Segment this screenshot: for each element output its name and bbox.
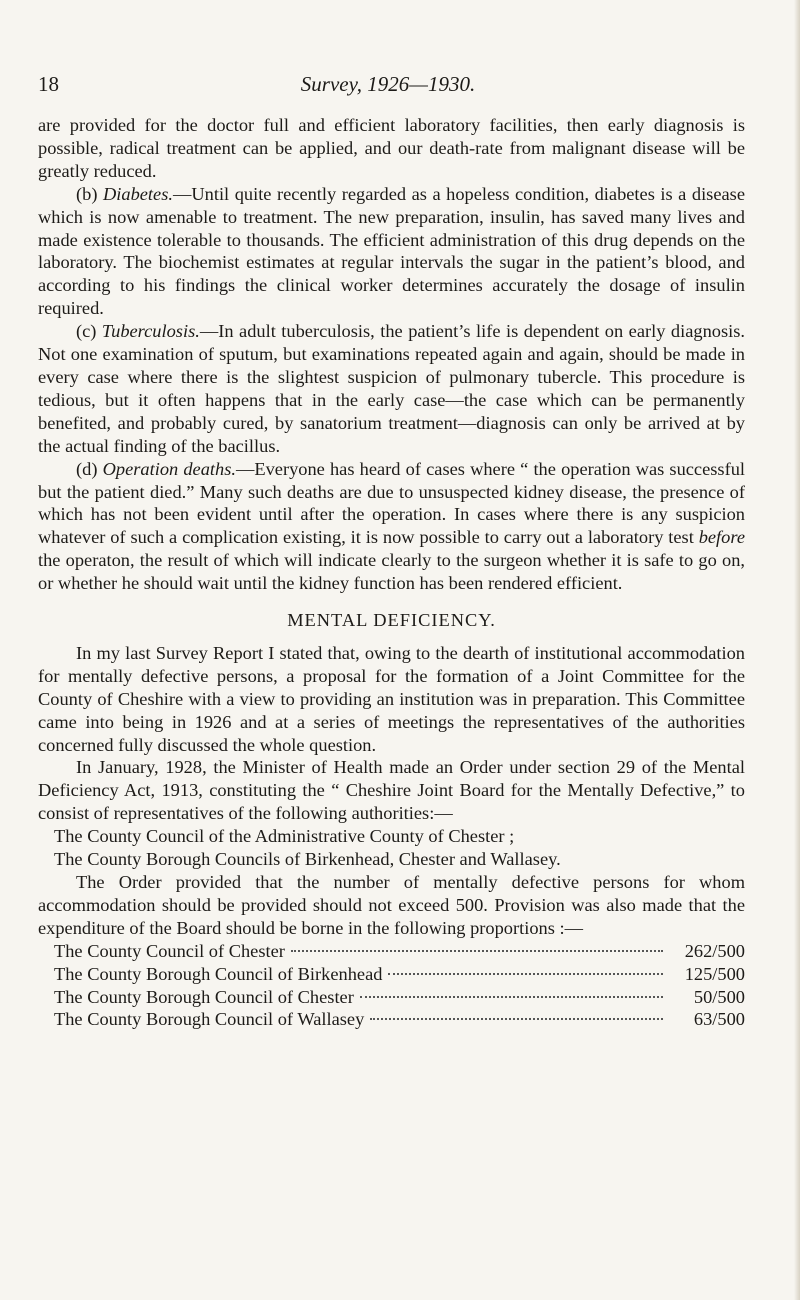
list-item: The County Council of the Administrative County of Chester ; xyxy=(54,826,515,847)
page-body xyxy=(38,114,745,1031)
page-edge-shadow xyxy=(794,0,800,1300)
emphasis-before: before xyxy=(698,527,745,548)
dot-leader xyxy=(388,973,663,975)
page-number: 18 xyxy=(38,72,59,96)
proportion-authority: The County Borough Council of Birkenhead xyxy=(54,963,383,984)
paragraph-diabetes xyxy=(38,183,745,320)
paragraph-mental-3: The Order provided that the number of mentally defective persons for whom accommodation should be provided should not exceed 500. Provision was also made that the expenditure of the Board should be borne in the following proportions :— xyxy=(38,872,745,938)
paragraph-mental-2: In January, 1928, the Minister of Health made an Order under section 29 of the Mental Deficiency Act, 1913, constituting the “ Cheshire Joint Board for the Mentally Defective,” to consist of representatives of the following authorities:— xyxy=(38,757,745,824)
proportion-share: 50/500 xyxy=(693,986,745,1007)
item-label: (d) xyxy=(76,458,98,479)
item-title: Diabetes. xyxy=(102,183,173,204)
proportion-share: 262/500 xyxy=(684,940,745,961)
proportions-table xyxy=(38,940,745,1032)
section-heading: MENTAL DEFICIENCY. xyxy=(287,610,496,631)
proportion-share: 125/500 xyxy=(684,963,745,984)
paragraph-mental-1: In my last Survey Report I stated that, owing to the dearth of institutional accommodation for mentally defective persons, a proposal for the formation of a Joint Committee for the County of Cheshire with a view to providing an institution was in preparation. This Committee came into being in 1926 and at a series of meetings the representatives of the authorities concerned fully discussed the whole question. xyxy=(38,642,745,755)
proportion-share: 63/500 xyxy=(693,1009,745,1030)
proportion-authority: The County Borough Council of Wallasey xyxy=(54,1009,365,1030)
page-header xyxy=(38,72,738,102)
item-text: —In adult tuberculosis, the patient’s life is dependent on early diagnosis. Not one examination of sputum, but examinations repeated again and again, should be made in every case where there is the slightest suspicion of pulmonary tubercle. This procedure is tedious, but it often happens that in the early case—the case which can be permanently benefited, and probably cured, by sanatorium treatment—diagnosis can only be arrived at by the actual finding of the bacillus. xyxy=(38,321,745,456)
dot-leader xyxy=(370,1018,663,1020)
dot-leader xyxy=(360,996,663,998)
item-title: Tuberculosis. xyxy=(101,321,200,342)
proportion-row xyxy=(38,940,745,963)
paragraph-operation-deaths xyxy=(38,458,745,595)
authorities-list xyxy=(38,825,745,871)
item-title: Operation deaths. xyxy=(102,458,236,479)
list-item: The County Borough Councils of Birkenhead, Chester and Wallasey. xyxy=(54,849,561,870)
proportion-authority: The County Council of Chester xyxy=(54,940,285,961)
dot-leader xyxy=(291,950,663,952)
proportion-row xyxy=(38,963,745,986)
item-text: —Until quite recently regarded as a hopeless condition, diabetes is a disease which is now amenable to treatment. The new preparation, insulin, has saved many lives and made existence tolerable to thousands. The efficient administration of this drug depends on the laboratory. The biochemist estimates at regular intervals the sugar in the patient’s blood, and according to his findings the clinical worker determines accurately the dosage of insulin required. xyxy=(38,183,745,319)
paragraph-tuberculosis xyxy=(38,320,745,457)
proportion-authority: The County Borough Council of Chester xyxy=(54,986,354,1007)
proportion-row xyxy=(38,1008,745,1031)
item-label: (c) xyxy=(76,321,97,342)
item-text-continued: the operaton, the result of which will indicate clearly to the surgeon whether it is safe to go on, or whether he should wait until the kidney function has been rendered efficient. xyxy=(38,550,745,594)
proportion-row xyxy=(38,986,745,1009)
item-label: (b) xyxy=(76,183,98,204)
item-text: —Everyone has heard of cases where “ the operation was successful but the patient died.” Many such deaths are due to unsuspected kidney disease, the presence of which has not been evident until after the operation. In cases where there is any suspicion whatever of such a complication existing, it is now possible to carry out a laboratory test xyxy=(38,458,746,548)
running-title: Survey, 1926—1930. xyxy=(300,72,476,96)
paragraph-intro: are provided for the doctor full and efficient laboratory facilities, then early diagnosis is possible, radical treatment can be applied, and our death-rate from malignant disease will be greatly reduced. xyxy=(38,115,745,181)
